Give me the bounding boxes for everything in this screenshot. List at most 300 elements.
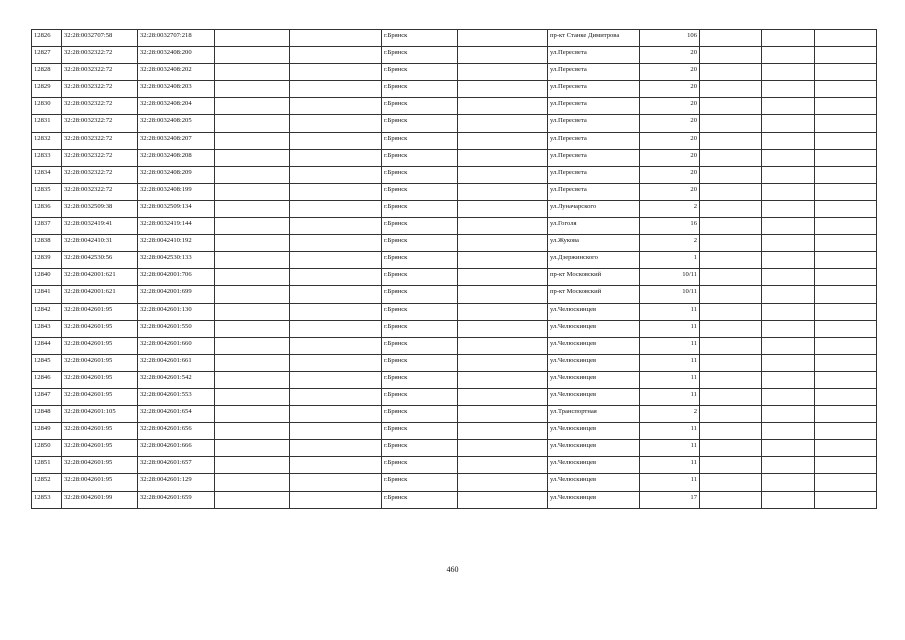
city: г.Брянск <box>382 286 458 303</box>
empty-cell <box>290 337 382 354</box>
empty-cell <box>290 303 382 320</box>
empty-cell <box>815 218 877 235</box>
empty-cell <box>215 115 290 132</box>
parcel-cadastral-number: 32:28:0042601:95 <box>62 337 138 354</box>
city: г.Брянск <box>382 166 458 183</box>
empty-cell <box>815 30 877 47</box>
table-row <box>32 337 877 354</box>
street: ул.Пересвета <box>548 166 640 183</box>
empty-cell <box>762 423 815 440</box>
house-number: 17 <box>640 491 700 508</box>
empty-cell <box>700 47 762 64</box>
empty-cell <box>700 218 762 235</box>
empty-cell <box>700 320 762 337</box>
empty-cell <box>458 235 548 252</box>
record-number: 12835 <box>32 183 62 200</box>
city: г.Брянск <box>382 30 458 47</box>
record-number: 12847 <box>32 388 62 405</box>
object-cadastral-number: 32:28:0032509:134 <box>138 200 215 217</box>
house-number: 10/11 <box>640 269 700 286</box>
parcel-cadastral-number: 32:28:0042601:95 <box>62 423 138 440</box>
object-cadastral-number: 32:28:0042601:550 <box>138 320 215 337</box>
empty-cell <box>815 388 877 405</box>
empty-cell <box>458 320 548 337</box>
empty-cell <box>290 491 382 508</box>
object-cadastral-number: 32:28:0032408:199 <box>138 183 215 200</box>
empty-cell <box>762 286 815 303</box>
house-number: 11 <box>640 320 700 337</box>
parcel-cadastral-number: 32:28:0042601:99 <box>62 491 138 508</box>
table-body <box>32 30 877 509</box>
table-row <box>32 200 877 217</box>
empty-cell <box>458 252 548 269</box>
table-row <box>32 354 877 371</box>
city: г.Брянск <box>382 406 458 423</box>
empty-cell <box>762 149 815 166</box>
object-cadastral-number: 32:28:0032408:200 <box>138 47 215 64</box>
city: г.Брянск <box>382 64 458 81</box>
empty-cell <box>458 406 548 423</box>
house-number: 2 <box>640 200 700 217</box>
empty-cell <box>762 183 815 200</box>
parcel-cadastral-number: 32:28:0032322:72 <box>62 115 138 132</box>
street: ул.Дзержинского <box>548 252 640 269</box>
city: г.Брянск <box>382 149 458 166</box>
parcel-cadastral-number: 32:28:0042601:95 <box>62 303 138 320</box>
empty-cell <box>290 47 382 64</box>
empty-cell <box>290 64 382 81</box>
empty-cell <box>700 64 762 81</box>
empty-cell <box>215 491 290 508</box>
house-number: 11 <box>640 440 700 457</box>
empty-cell <box>700 81 762 98</box>
empty-cell <box>458 132 548 149</box>
street: ул.Пересвета <box>548 149 640 166</box>
object-cadastral-number: 32:28:0042601:553 <box>138 388 215 405</box>
empty-cell <box>458 440 548 457</box>
parcel-cadastral-number: 32:28:0042001:621 <box>62 269 138 286</box>
table-row <box>32 132 877 149</box>
object-cadastral-number: 32:28:0042001:706 <box>138 269 215 286</box>
parcel-cadastral-number: 32:28:0042601:95 <box>62 457 138 474</box>
empty-cell <box>290 132 382 149</box>
parcel-cadastral-number: 32:28:0042601:95 <box>62 388 138 405</box>
empty-cell <box>700 303 762 320</box>
empty-cell <box>762 132 815 149</box>
empty-cell <box>215 235 290 252</box>
empty-cell <box>815 354 877 371</box>
table-row <box>32 166 877 183</box>
object-cadastral-number: 32:28:0042001:699 <box>138 286 215 303</box>
record-number: 12845 <box>32 354 62 371</box>
street: ул.Челюскинцев <box>548 354 640 371</box>
object-cadastral-number: 32:28:0042601:659 <box>138 491 215 508</box>
table-row <box>32 115 877 132</box>
empty-cell <box>215 149 290 166</box>
record-number: 12837 <box>32 218 62 235</box>
empty-cell <box>458 388 548 405</box>
record-number: 12830 <box>32 98 62 115</box>
house-number: 2 <box>640 235 700 252</box>
record-number: 12828 <box>32 64 62 81</box>
empty-cell <box>815 64 877 81</box>
object-cadastral-number: 32:28:0032419:144 <box>138 218 215 235</box>
city: г.Брянск <box>382 457 458 474</box>
record-number: 12840 <box>32 269 62 286</box>
house-number: 20 <box>640 149 700 166</box>
empty-cell <box>700 132 762 149</box>
street: ул.Пересвета <box>548 115 640 132</box>
city: г.Брянск <box>382 183 458 200</box>
table-row <box>32 252 877 269</box>
empty-cell <box>458 30 548 47</box>
house-number: 106 <box>640 30 700 47</box>
empty-cell <box>762 64 815 81</box>
street: ул.Пересвета <box>548 98 640 115</box>
parcel-cadastral-number: 32:28:0032322:72 <box>62 149 138 166</box>
table-row <box>32 218 877 235</box>
house-number: 20 <box>640 98 700 115</box>
parcel-cadastral-number: 32:28:0042601:95 <box>62 354 138 371</box>
house-number: 20 <box>640 81 700 98</box>
empty-cell <box>458 149 548 166</box>
record-number: 12844 <box>32 337 62 354</box>
parcel-cadastral-number: 32:28:0042530:56 <box>62 252 138 269</box>
empty-cell <box>815 183 877 200</box>
record-number: 12829 <box>32 81 62 98</box>
empty-cell <box>762 200 815 217</box>
empty-cell <box>290 474 382 491</box>
empty-cell <box>815 115 877 132</box>
city: г.Брянск <box>382 47 458 64</box>
empty-cell <box>215 320 290 337</box>
city: г.Брянск <box>382 269 458 286</box>
empty-cell <box>458 183 548 200</box>
empty-cell <box>700 30 762 47</box>
street: ул.Челюскинцев <box>548 388 640 405</box>
house-number: 20 <box>640 64 700 81</box>
empty-cell <box>815 149 877 166</box>
table-row <box>32 30 877 47</box>
table-row <box>32 491 877 508</box>
house-number: 1 <box>640 252 700 269</box>
empty-cell <box>762 166 815 183</box>
table-row <box>32 303 877 320</box>
city: г.Брянск <box>382 440 458 457</box>
record-number: 12851 <box>32 457 62 474</box>
empty-cell <box>700 235 762 252</box>
empty-cell <box>215 440 290 457</box>
parcel-cadastral-number: 32:28:0042601:95 <box>62 474 138 491</box>
empty-cell <box>215 30 290 47</box>
empty-cell <box>815 406 877 423</box>
object-cadastral-number: 32:28:0042601:542 <box>138 371 215 388</box>
table-row <box>32 64 877 81</box>
house-number: 16 <box>640 218 700 235</box>
object-cadastral-number: 32:28:0042601:656 <box>138 423 215 440</box>
empty-cell <box>815 337 877 354</box>
empty-cell <box>762 457 815 474</box>
empty-cell <box>815 474 877 491</box>
empty-cell <box>290 30 382 47</box>
empty-cell <box>700 252 762 269</box>
street: ул.Пересвета <box>548 183 640 200</box>
empty-cell <box>815 200 877 217</box>
house-number: 20 <box>640 115 700 132</box>
object-cadastral-number: 32:28:0032408:205 <box>138 115 215 132</box>
empty-cell <box>815 132 877 149</box>
empty-cell <box>215 132 290 149</box>
empty-cell <box>458 286 548 303</box>
record-number: 12841 <box>32 286 62 303</box>
empty-cell <box>290 252 382 269</box>
empty-cell <box>762 406 815 423</box>
empty-cell <box>290 423 382 440</box>
object-cadastral-number: 32:28:0032408:203 <box>138 81 215 98</box>
record-number: 12832 <box>32 132 62 149</box>
parcel-cadastral-number: 32:28:0032322:72 <box>62 166 138 183</box>
empty-cell <box>700 371 762 388</box>
parcel-cadastral-number: 32:28:0042601:95 <box>62 440 138 457</box>
parcel-cadastral-number: 32:28:0032509:38 <box>62 200 138 217</box>
parcel-cadastral-number: 32:28:0042601:95 <box>62 371 138 388</box>
empty-cell <box>762 115 815 132</box>
house-number: 20 <box>640 132 700 149</box>
street: ул.Гоголя <box>548 218 640 235</box>
empty-cell <box>762 98 815 115</box>
parcel-cadastral-number: 32:28:0042601:105 <box>62 406 138 423</box>
table-row <box>32 320 877 337</box>
empty-cell <box>215 81 290 98</box>
city: г.Брянск <box>382 115 458 132</box>
house-number: 10/11 <box>640 286 700 303</box>
record-number: 12853 <box>32 491 62 508</box>
empty-cell <box>215 286 290 303</box>
object-cadastral-number: 32:28:0032408:209 <box>138 166 215 183</box>
parcel-cadastral-number: 32:28:0032322:72 <box>62 47 138 64</box>
house-number: 11 <box>640 371 700 388</box>
empty-cell <box>290 183 382 200</box>
empty-cell <box>215 269 290 286</box>
table-row <box>32 149 877 166</box>
empty-cell <box>290 320 382 337</box>
empty-cell <box>700 166 762 183</box>
empty-cell <box>215 388 290 405</box>
empty-cell <box>458 491 548 508</box>
empty-cell <box>815 286 877 303</box>
city: г.Брянск <box>382 491 458 508</box>
object-cadastral-number: 32:28:0042601:661 <box>138 354 215 371</box>
street: ул.Челюскинцев <box>548 457 640 474</box>
table-row <box>32 423 877 440</box>
record-number: 12852 <box>32 474 62 491</box>
street: ул.Пересвета <box>548 64 640 81</box>
empty-cell <box>815 235 877 252</box>
empty-cell <box>762 388 815 405</box>
street: ул.Пересвета <box>548 47 640 64</box>
city: г.Брянск <box>382 200 458 217</box>
table-row <box>32 388 877 405</box>
city: г.Брянск <box>382 423 458 440</box>
empty-cell <box>815 81 877 98</box>
empty-cell <box>700 98 762 115</box>
street: пр-кт Станке Димитрова <box>548 30 640 47</box>
empty-cell <box>290 388 382 405</box>
empty-cell <box>215 354 290 371</box>
empty-cell <box>762 235 815 252</box>
object-cadastral-number: 32:28:0032408:207 <box>138 132 215 149</box>
street: ул.Жукова <box>548 235 640 252</box>
record-number: 12842 <box>32 303 62 320</box>
empty-cell <box>215 166 290 183</box>
empty-cell <box>762 218 815 235</box>
page-number: 460 <box>446 565 459 574</box>
city: г.Брянск <box>382 218 458 235</box>
empty-cell <box>458 115 548 132</box>
object-cadastral-number: 32:28:0032408:202 <box>138 64 215 81</box>
object-cadastral-number: 32:28:0042530:133 <box>138 252 215 269</box>
parcel-cadastral-number: 32:28:0032322:72 <box>62 132 138 149</box>
empty-cell <box>215 47 290 64</box>
parcel-cadastral-number: 32:28:0032322:72 <box>62 98 138 115</box>
street: ул.Челюскинцев <box>548 320 640 337</box>
empty-cell <box>815 166 877 183</box>
empty-cell <box>700 337 762 354</box>
parcel-cadastral-number: 32:28:0042601:95 <box>62 320 138 337</box>
object-cadastral-number: 32:28:0042601:657 <box>138 457 215 474</box>
empty-cell <box>762 337 815 354</box>
empty-cell <box>290 371 382 388</box>
object-cadastral-number: 32:28:0042601:660 <box>138 337 215 354</box>
empty-cell <box>815 440 877 457</box>
table-row <box>32 81 877 98</box>
street: ул.Челюскинцев <box>548 371 640 388</box>
object-cadastral-number: 32:28:0042601:130 <box>138 303 215 320</box>
city: г.Брянск <box>382 388 458 405</box>
empty-cell <box>815 47 877 64</box>
empty-cell <box>215 252 290 269</box>
empty-cell <box>762 252 815 269</box>
object-cadastral-number: 32:28:0032408:204 <box>138 98 215 115</box>
record-number: 12846 <box>32 371 62 388</box>
empty-cell <box>700 183 762 200</box>
empty-cell <box>700 286 762 303</box>
table-row <box>32 406 877 423</box>
street: ул.Челюскинцев <box>548 474 640 491</box>
empty-cell <box>290 457 382 474</box>
street: ул.Пересвета <box>548 81 640 98</box>
street: ул.Челюскинцев <box>548 440 640 457</box>
parcel-cadastral-number: 32:28:0032322:72 <box>62 81 138 98</box>
parcel-cadastral-number: 32:28:0032707:58 <box>62 30 138 47</box>
house-number: 11 <box>640 474 700 491</box>
empty-cell <box>700 406 762 423</box>
street: ул.Челюскинцев <box>548 303 640 320</box>
table-row <box>32 235 877 252</box>
empty-cell <box>762 303 815 320</box>
empty-cell <box>815 252 877 269</box>
empty-cell <box>700 115 762 132</box>
empty-cell <box>458 81 548 98</box>
table-row <box>32 47 877 64</box>
empty-cell <box>458 200 548 217</box>
empty-cell <box>458 47 548 64</box>
object-cadastral-number: 32:28:0042601:654 <box>138 406 215 423</box>
document-sheet <box>31 29 876 509</box>
empty-cell <box>290 218 382 235</box>
empty-cell <box>215 64 290 81</box>
house-number: 11 <box>640 388 700 405</box>
object-cadastral-number: 32:28:0032408:208 <box>138 149 215 166</box>
table-row <box>32 269 877 286</box>
empty-cell <box>215 200 290 217</box>
empty-cell <box>215 423 290 440</box>
empty-cell <box>215 183 290 200</box>
table-row <box>32 457 877 474</box>
empty-cell <box>815 303 877 320</box>
table-row <box>32 286 877 303</box>
street: пр-кт Московский <box>548 269 640 286</box>
empty-cell <box>290 235 382 252</box>
empty-cell <box>700 457 762 474</box>
empty-cell <box>458 354 548 371</box>
object-cadastral-number: 32:28:0032707:218 <box>138 30 215 47</box>
empty-cell <box>290 406 382 423</box>
empty-cell <box>458 474 548 491</box>
empty-cell <box>458 423 548 440</box>
property-registry-table <box>31 29 877 509</box>
record-number: 12849 <box>32 423 62 440</box>
record-number: 12850 <box>32 440 62 457</box>
table-row <box>32 474 877 491</box>
record-number: 12827 <box>32 47 62 64</box>
empty-cell <box>215 337 290 354</box>
empty-cell <box>215 218 290 235</box>
object-cadastral-number: 32:28:0042601:666 <box>138 440 215 457</box>
record-number: 12833 <box>32 149 62 166</box>
city: г.Брянск <box>382 81 458 98</box>
city: г.Брянск <box>382 132 458 149</box>
empty-cell <box>458 303 548 320</box>
empty-cell <box>700 474 762 491</box>
table-row <box>32 440 877 457</box>
empty-cell <box>215 457 290 474</box>
empty-cell <box>700 354 762 371</box>
record-number: 12831 <box>32 115 62 132</box>
empty-cell <box>458 64 548 81</box>
city: г.Брянск <box>382 371 458 388</box>
record-number: 12836 <box>32 200 62 217</box>
city: г.Брянск <box>382 354 458 371</box>
empty-cell <box>290 286 382 303</box>
empty-cell <box>215 371 290 388</box>
empty-cell <box>815 457 877 474</box>
parcel-cadastral-number: 32:28:0042001:621 <box>62 286 138 303</box>
house-number: 20 <box>640 166 700 183</box>
empty-cell <box>458 457 548 474</box>
house-number: 20 <box>640 47 700 64</box>
empty-cell <box>815 98 877 115</box>
parcel-cadastral-number: 32:28:0032419:41 <box>62 218 138 235</box>
empty-cell <box>815 491 877 508</box>
city: г.Брянск <box>382 337 458 354</box>
street: ул.Челюскинцев <box>548 337 640 354</box>
empty-cell <box>762 371 815 388</box>
table-row <box>32 98 877 115</box>
empty-cell <box>290 269 382 286</box>
empty-cell <box>700 269 762 286</box>
house-number: 2 <box>640 406 700 423</box>
